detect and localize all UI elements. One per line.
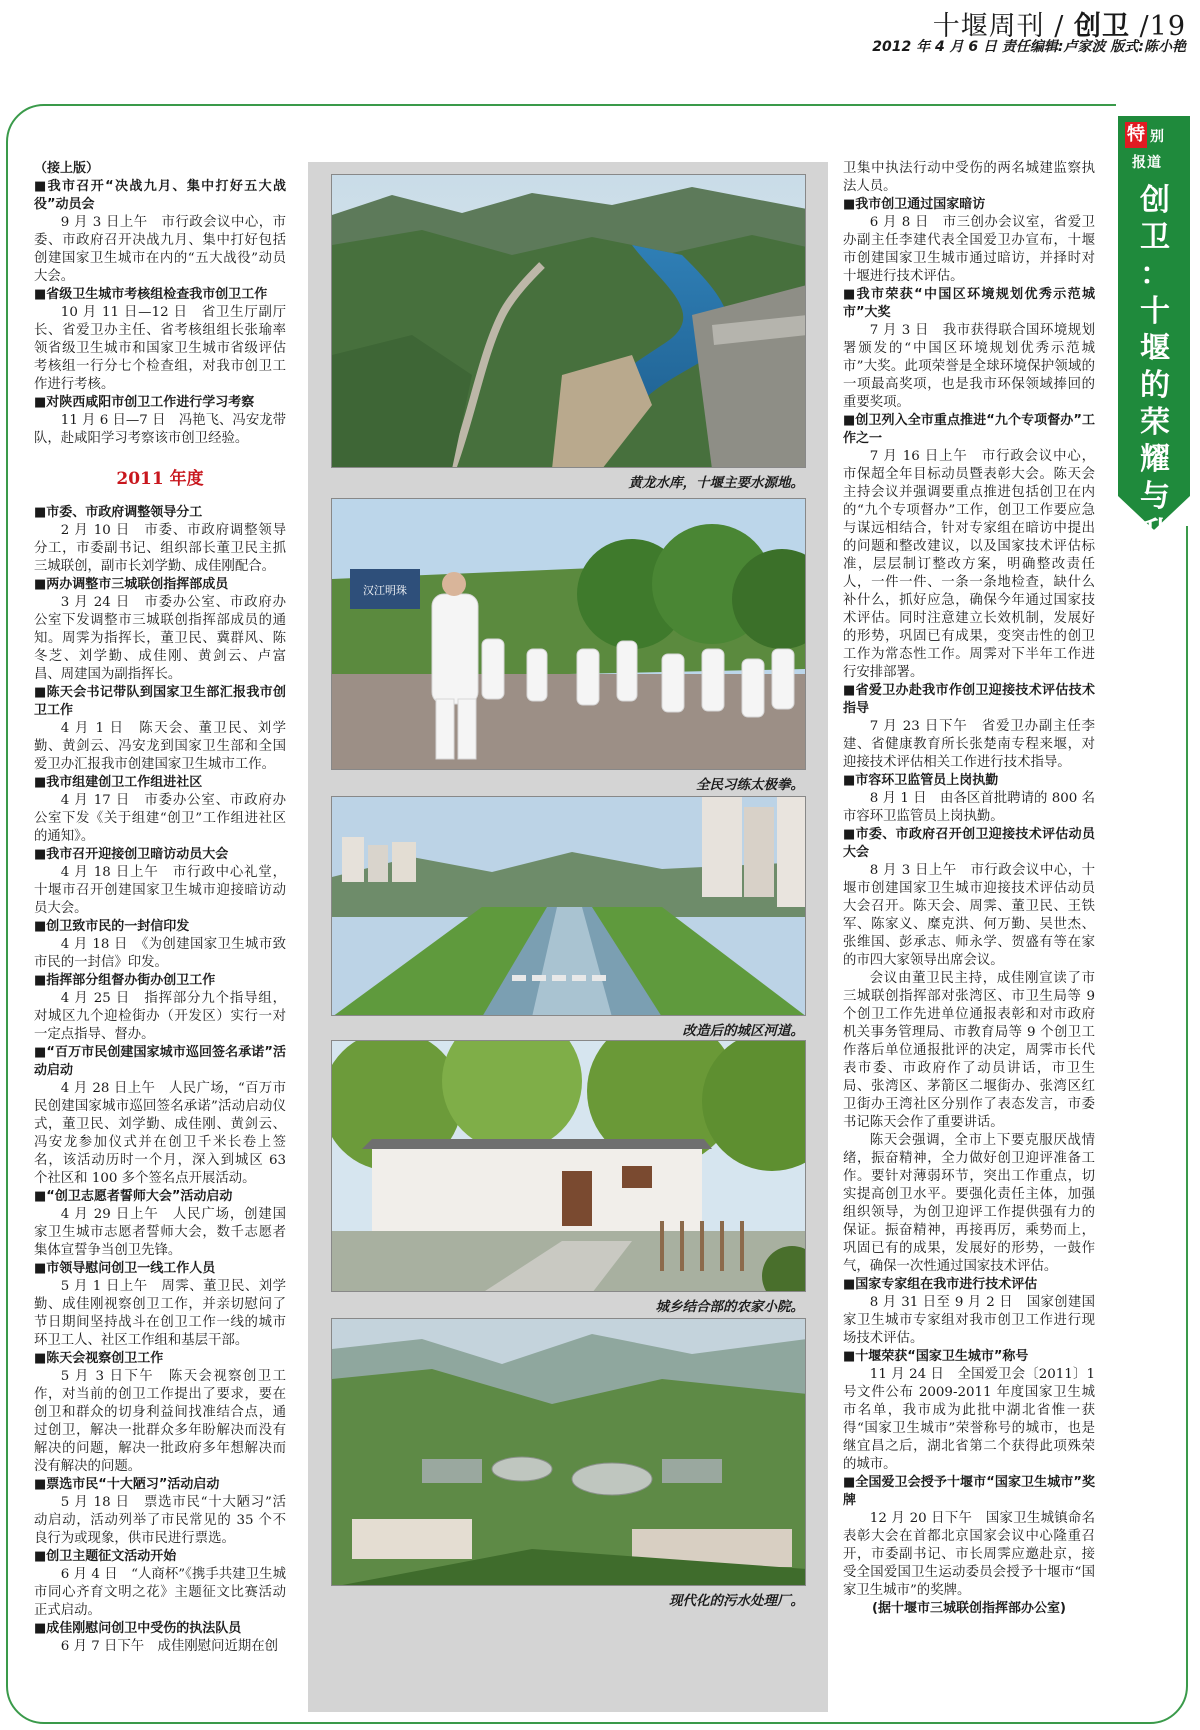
photo-caption: 黄龙水库，十堰主要水源地。 [628,475,804,491]
sidebar-title-char: 十 [1140,294,1170,329]
taichi-photo [331,498,806,770]
entry-text: 8 月 31 日至 9 月 2 日 国家创建国家卫生城市专家组对我市创卫工作进行现场技术评估。 [843,1295,1095,1346]
photo-caption: 城乡结合部的农家小院。 [655,1299,804,1315]
entry-text: 4 月 1 日 陈天会、董卫民、刘学勤、黄剑云、冯安龙到国家卫生部和全国爱卫办汇报我市创建国家卫生城市工作。 [34,721,286,772]
tag-baodao: 报道 [1132,155,1162,171]
entry-heading: ■创卫主题征文活动开始 [34,1549,177,1564]
photo-card-reservoir [331,174,806,491]
entry-text: 5 月 1 日上午 周霁、董卫民、刘学勤、成佳刚视察创卫工作，并亲切慰问了节日期间坚持战斗在创卫工作一线的城市环卫工人、社区工作组和基层干部。 [34,1279,286,1348]
entry-heading: ■十堰荣获“国家卫生城市”称号 [843,1349,1029,1364]
sidebar-title-char: 的 [1140,368,1170,403]
river-photo [331,796,806,1016]
entry-heading: ■指挥部分组督办街办创卫工作 [34,973,216,988]
entry-heading: ■我市创卫通过国家暗访 [843,197,986,212]
entry-text: 5 月 3 日下午 陈天会视察创卫工作，对当前的创卫工作提出了要求，要在创卫和群众的切身利益间找准结合点，通过创卫，解决一批群众多年盼解决而没有解决的问题，解决一批政府多年想解决而没有解决的问题。 [34,1369,286,1474]
right-column [843,160,1095,1618]
tag-te: 特 [1125,122,1147,148]
billboard-text: 汉江明珠 [363,584,407,597]
entry-heading: ■全国爱卫会授予十堰市“国家卫生城市”奖牌 [843,1475,1095,1508]
sidebar-title-char: 华 [1140,553,1170,588]
entry-text: 4 月 25 日 指挥部分九个指导组，对城区九个迎检街办（开发区）实行一对一定点指导、督办。 [34,991,286,1042]
sidebar-title-char: ： [1140,257,1170,292]
entry-text: 4 月 29 日上午 人民广场，创建国家卫生城市志愿者誓师大会，数千志愿者集体宣誓争当创卫先锋。 [34,1207,286,1258]
entry-text: 4 月 18 日 《为创建国家卫生城市致市民的一封信》印发。 [34,937,286,970]
entry-text: 8 月 1 日 由各区首批聘请的 800 名市容环卫监管员上岗执勤。 [843,791,1095,824]
entry-heading: ■我市荣获“中国区环境规划优秀示范城市”大奖 [843,287,1095,320]
entry-heading: ■两办调整市三城联创指挥部成员 [34,577,229,592]
date-editor-line: 2012 年 4 月 6 日 责任编辑:卢家波 版式:陈小艳 [872,39,1186,55]
entry-text: 会议由董卫民主持，成佳刚宣读了市三城联创指挥部对张湾区、市卫生局等 9 个创卫工作先进单位通报表彰和对市政府机关事务管理局、市教育局等 9 个创卫工作落后单位通报批评的决定，周霁市长代表市委、市政府作了动员讲话，市卫生局、张湾区、茅箭区二堰街办、张湾区红卫街办王湾社区分别作了表态发言，市委书记陈天会作了重要讲话。 [843,971,1095,1130]
entry-heading: ■国家专家组在我市进行技术评估 [843,1277,1038,1292]
sidebar-title-char: 与 [1140,479,1170,514]
continued-text: 卫集中执法行动中受伤的两名城建监察执法人员。 [843,161,1095,194]
entry-heading: ■创卫列入全市重点推进“九个专项督办”工作之一 [843,413,1095,446]
entry-text: 3 月 24 日 市委办公室、市政府办公室下发调整市三城联创指挥部成员的通知。周霁为指挥长，董卫民、冀群风、陈冬芝、刘学勤、成佳刚、黄剑云、卢富昌、周建国为副指挥长。 [34,595,286,682]
entry-text: 6 月 4 日 “人商杯”《携手共建卫生城市同心齐育文明之花》主题征文比赛活动正式启动。 [34,1567,286,1618]
left-column [34,160,286,1656]
farmhouse-photo [331,1040,806,1292]
photo-column [308,162,828,1712]
entry-text: 11 月 24 日 全国爱卫会〔2011〕1 号文件公布 2009-2011 年度国家卫生城市名单，我市成为此批中湖北省惟一获得“国家卫生城市”荣誉称号的城市，也是继宜昌之后，湖北省第二个获得此项殊荣的城市。 [843,1367,1095,1472]
right-entries [843,196,1095,1600]
continued-note: （接上版） [34,161,100,176]
entries-before-year [34,178,286,448]
masthead: 十堰周刊 / 创卫 /19 [932,11,1186,42]
entry-text: 7 月 16 日上午 市行政会议中心，市保超全年目标动员暨表彰大会。陈天会主持会议并强调要重点推进包括创卫在内的“九个专项督办”工作，创卫工作要应急与谋远相结合，针对专家组在暗访中提出的问题和整改建议，以及国家技术评估标准，层层制订整改方案，明确整改责任人，一件一件、一条一条地检查，缺什么补什么，抓好应急，确保今年通过国家技术评估。同时注意建立长效机制，发展好的形势，巩固已有成果，变突击性的创卫工作为常态性工作。周霁对下半年工作进行安排部署。 [843,449,1095,680]
reservoir-photo [331,174,806,468]
entry-heading: ■省级卫生城市考核组检查我市创卫工作 [34,287,268,302]
entry-text: 4 月 18 日上午 市行政中心礼堂，十堰市召开创建国家卫生城市迎接暗访动员大会。 [34,865,286,916]
entry-text: 8 月 3 日上午 市行政会议中心，十堰市创建国家卫生城市迎接技术评估动员大会召开。陈天会、周霁、董卫民、王铁军、陈家义、糜克洪、何万勤、吴世杰、张维国、彭承志、师永学、贺盛有等在家的市四大家领导出席会议。 [843,863,1095,968]
entry-heading: ■陈天会视察创卫工作 [34,1351,164,1366]
entry-heading: ■成佳刚慰问创卫中受伤的执法队员 [34,1621,242,1636]
page-number: /19 [1139,11,1186,42]
sidebar-title-char: 耀 [1140,442,1170,477]
entry-heading: ■市委、市政府召开创卫迎接技术评估动员大会 [843,827,1095,860]
section-name: 创卫 [1073,11,1130,42]
entry-heading: ■省爱卫办赴我市作创卫迎接技术评估技术指导 [843,683,1095,716]
sidebar-title [1130,182,1180,589]
entry-text: 9 月 3 日上午 市行政会议中心，市委、市政府召开决战九月、集中打好包括创建国家卫生城市在内的“五大战役”动员大会。 [34,215,286,284]
entry-heading: ■我市召开“决战九月、集中打好五大战役”动员会 [34,179,286,212]
entry-heading: ■对陕西咸阳市创卫工作进行学习考察 [34,395,255,410]
sidebar-title-char: 创 [1140,183,1170,218]
entry-text: 4 月 17 日 市委办公室、市政府办公室下发《关于组建“创卫”工作组进社区的通知》。 [34,793,286,844]
entry-heading: ■市领导慰问创卫一线工作人员 [34,1261,216,1276]
photo-caption: 现代化的污水处理厂。 [669,1593,804,1609]
sewage-plant-photo [331,1318,806,1586]
sidebar-title-char: 荣 [1140,405,1170,440]
entry-text: 5 月 18 日 票选市民“十大陋习”活动启动，活动列举了市民常见的 35 个不良行为或现象，供市民进行票选。 [34,1495,286,1546]
sidebar-title-char: 堰 [1140,331,1170,366]
entry-text: 6 月 8 日 市三创办会议室，省爱卫办副主任李建代表全国爱卫办宣布，十堰市创建国家卫生城市通过暗访，并择时对十堰进行技术评估。 [843,215,1095,284]
entry-text: 2 月 10 日 市委、市政府调整领导分工，市委副书记、组织部长董卫民主抓三城联创，副市长刘学勤、成佳刚配合。 [34,523,286,574]
entry-heading: ■“创卫志愿者誓师大会”活动启动 [34,1189,233,1204]
entry-heading: ■创卫致市民的一封信印发 [34,919,190,934]
entry-heading: ■票选市民“十大陋习”活动启动 [34,1477,220,1492]
entry-text: 11 月 6 日—7 日 冯艳飞、冯安龙带队，赴咸阳学习考察该市创卫经验。 [34,413,286,446]
entries-after-year [34,504,286,1656]
entry-heading: ■我市组建创卫工作组进社区 [34,775,203,790]
photo-card-river [331,796,806,1039]
entry-text: 6 月 7 日下午 成佳刚慰问近期在创 [60,1639,279,1654]
sidebar-title-char: 卫 [1140,220,1170,255]
entry-text: 7 月 3 日 我市获得联合国环境规划署颁发的“中国区环境规划优秀示范城市”大奖。此项荣誉是全球环境保护领域的一项最高奖项，也是我市环保领域捧回的重要奖项。 [843,323,1095,410]
tag-bie: 别 [1150,129,1164,145]
entry-text: 4 月 28 日上午 人民广场，“百万市民创建国家城市巡回签名承诺”活动启动仪式，董卫民、刘学勤、成佳刚、黄剑云、冯安龙参加仪式并在创卫千米长卷上签名，该活动历时一个月，深入到城区 63 个社区和 100 多个签名点开展活动。 [34,1081,286,1186]
photo-card-farmhouse [331,1040,806,1315]
photo-caption: 全民习练太极拳。 [696,777,804,793]
entry-heading: ■陈天会书记带队到国家卫生部汇报我市创卫工作 [34,685,286,718]
feature-sidebar [1118,116,1190,588]
photo-card-sewage [331,1318,806,1609]
year-title: 2011 年度 [116,469,204,489]
page-header [0,0,1200,70]
entry-text: 陈天会强调，全市上下要克服厌战情绪，振奋精神，全力做好创卫迎评准备工作。要针对薄弱环节，突出工作重点，切实提高创卫水平。要强化责任主体，加强组织领导，为创卫迎评工作提供强有力的保证。振奋精神，再接再厉，乘势而上，巩固已有的成果，发展好的形势，一鼓作气，确保一次性通过国家技术评估。 [843,1133,1095,1274]
source-note: (据十堰市三城联创指挥部办公室) [872,1601,1066,1616]
entry-heading: ■市容环卫监管员上岗执勤 [843,773,999,788]
photo-card-taichi [331,498,806,793]
entry-heading: ■市委、市政府调整领导分工 [34,505,203,520]
photo-caption: 改造后的城区河道。 [682,1023,804,1039]
sidebar-title-char: 升 [1140,516,1170,551]
entry-text: 12 月 20 日下午 国家卫生城镇命名表彰大会在首都北京国家会议中心隆重召开，市委副书记、市长周霁应邀赴京，接受全国爱国卫生运动委员会授予十堰市“国家卫生城市”的奖牌。 [843,1511,1095,1598]
entry-text: 7 月 23 日下午 省爱卫办副主任李建、省健康教育所长张楚南专程来堰，对迎接技术评估相关工作进行技术指导。 [843,719,1095,770]
entry-text: 10 月 11 日—12 日 省卫生厅副厅长、省爱卫办主任、省考核组组长张瑜率领省级卫生城市和国家卫生城市省级评估考核组一行分七个检查组，对我市创卫工作进行考核。 [34,305,286,392]
entry-heading: ■“百万市民创建国家城市巡回签名承诺”活动启动 [34,1045,286,1078]
paper-name: 十堰周刊 [932,11,1045,42]
entry-heading: ■我市召开迎接创卫暗访动员大会 [34,847,229,862]
